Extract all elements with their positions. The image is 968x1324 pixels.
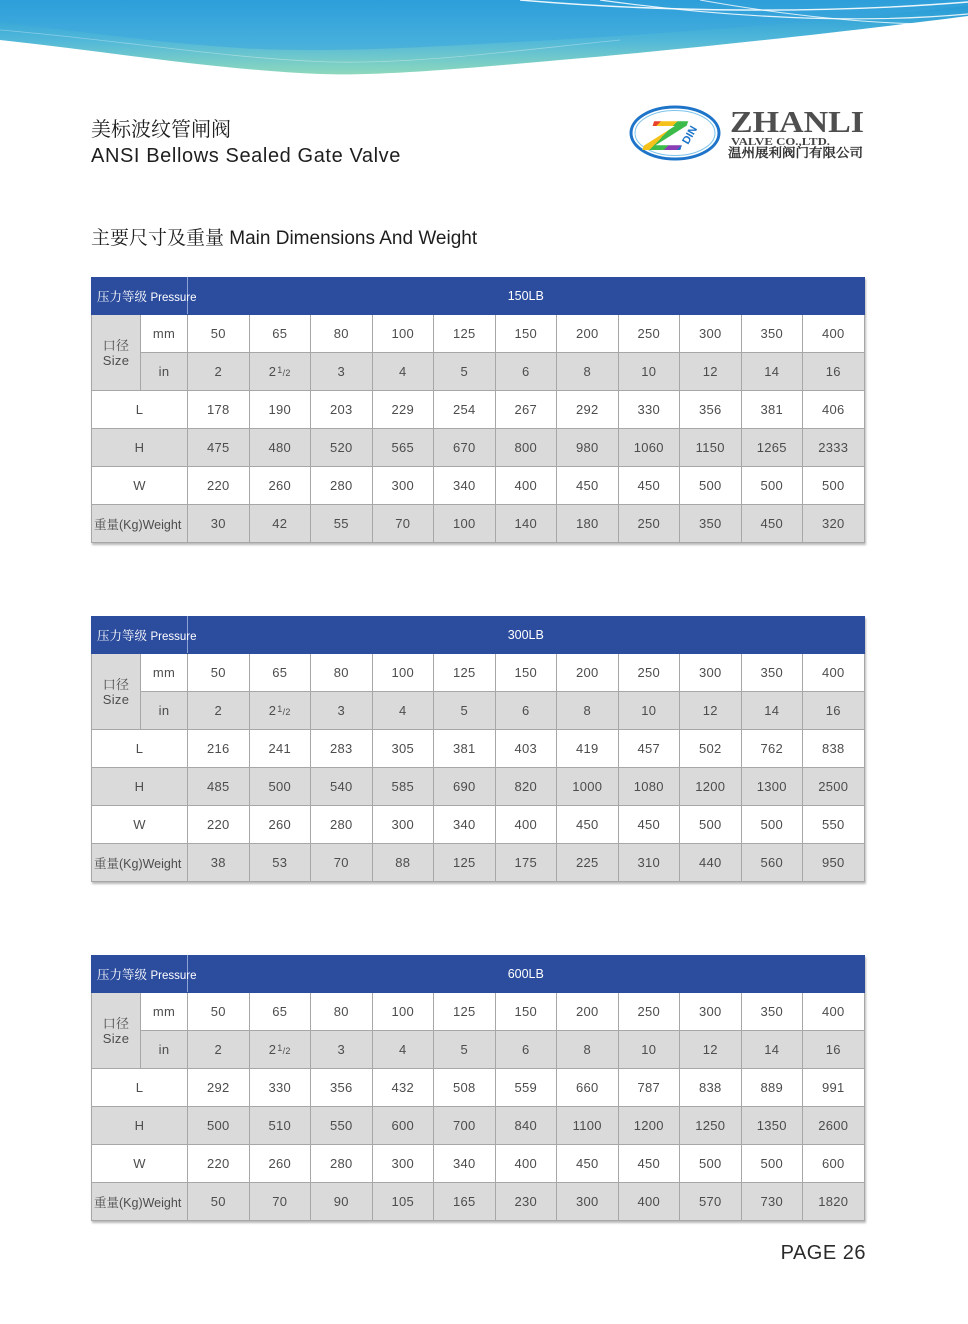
length-value: 267 [495, 391, 557, 429]
height-value: 700 [434, 1107, 496, 1145]
size-mm-value: 400 [803, 993, 865, 1031]
weight-value: 42 [249, 505, 311, 543]
height-value: 1200 [680, 768, 742, 806]
height-value: 980 [557, 429, 619, 467]
width-value: 300 [372, 467, 434, 505]
size-mm-value: 200 [557, 315, 619, 353]
weight-row [92, 844, 865, 882]
weight-value: 560 [741, 844, 803, 882]
weight-value: 570 [680, 1183, 742, 1221]
size-in-value: 4 [372, 353, 434, 391]
width-value: 220 [188, 467, 250, 505]
length-row [92, 391, 865, 429]
size-in-value: 4 [372, 1031, 434, 1069]
height-value: 1060 [618, 429, 680, 467]
size-in-fraction-denominator: /2 [282, 707, 291, 717]
size-in-whole: 2 [268, 703, 277, 718]
unit-in-label: in [141, 1031, 188, 1069]
width-value: 400 [495, 467, 557, 505]
length-value: 559 [495, 1069, 557, 1107]
size-mm-value: 350 [741, 654, 803, 692]
weight-value: 105 [372, 1183, 434, 1221]
weight-value: 30 [188, 505, 250, 543]
height-row [92, 429, 865, 467]
weight-value: 730 [741, 1183, 803, 1221]
pressure-label-cn: 压力等级 [97, 290, 148, 304]
height-value: 820 [495, 768, 557, 806]
size-label-cn: 口径 [102, 337, 130, 353]
pressure-label-en: Pressure [150, 631, 197, 643]
width-value: 300 [372, 1145, 434, 1183]
weight-value: 88 [372, 844, 434, 882]
pressure-label-cell [92, 956, 197, 993]
size-in-value: 14 [741, 1031, 803, 1069]
width-value: 260 [249, 467, 311, 505]
length-value: 838 [680, 1069, 742, 1107]
weight-value: 125 [434, 844, 496, 882]
weight-value: 230 [495, 1183, 557, 1221]
size-mm-value: 350 [741, 315, 803, 353]
width-value: 500 [741, 467, 803, 505]
size-in-value: 12 [680, 692, 742, 730]
page-number: PAGE 26 [780, 1242, 866, 1264]
width-value: 340 [434, 806, 496, 844]
size-mm-value: 125 [434, 654, 496, 692]
product-title-en: ANSI Bellows Sealed Gate Valve [91, 145, 402, 167]
size-in-value [249, 692, 311, 730]
height-value: 1080 [618, 768, 680, 806]
weight-value: 225 [557, 844, 619, 882]
length-value: 241 [249, 730, 311, 768]
width-value: 450 [618, 467, 680, 505]
height-value: 480 [249, 429, 311, 467]
dimension-table-300lb [91, 616, 865, 882]
size-label-cn: 口径 [102, 676, 130, 692]
weight-value: 100 [434, 505, 496, 543]
height-value: 520 [311, 429, 373, 467]
size-in-fraction-numerator: 1 [277, 1043, 283, 1053]
unit-in-label: in [141, 692, 188, 730]
height-label: H [92, 768, 188, 806]
pressure-header-row [92, 617, 865, 654]
size-in-value: 5 [434, 353, 496, 391]
length-value: 991 [803, 1069, 865, 1107]
company-subtitle: VALVE CO.,LTD. [731, 136, 831, 148]
weight-label: 重量(Kg)Weight [92, 844, 188, 882]
weight-value: 90 [311, 1183, 373, 1221]
size-mm-value: 300 [680, 993, 742, 1031]
size-in-value: 10 [618, 1031, 680, 1069]
pressure-label-en: Pressure [150, 292, 197, 304]
size-mm-value: 250 [618, 654, 680, 692]
height-row [92, 768, 865, 806]
size-in-value: 8 [557, 1031, 619, 1069]
length-value: 356 [311, 1069, 373, 1107]
width-row [92, 467, 865, 505]
size-in-row [92, 353, 865, 391]
length-value: 292 [188, 1069, 250, 1107]
size-in-value: 3 [311, 1031, 373, 1069]
weight-value: 250 [618, 505, 680, 543]
pressure-class: 600LB [188, 956, 865, 993]
width-row [92, 1145, 865, 1183]
height-value: 1265 [741, 429, 803, 467]
weight-value: 1820 [803, 1183, 865, 1221]
width-value: 500 [680, 806, 742, 844]
section-title: 主要尺寸及重量 Main Dimensions And Weight [91, 228, 478, 249]
width-value: 260 [249, 806, 311, 844]
weight-value: 440 [680, 844, 742, 882]
width-value: 500 [680, 467, 742, 505]
length-value: 660 [557, 1069, 619, 1107]
length-value: 356 [680, 391, 742, 429]
width-value: 500 [803, 467, 865, 505]
pressure-header-row [92, 956, 865, 993]
company-name-cn: 温州展利阀门有限公司 [728, 145, 863, 160]
size-mm-value: 250 [618, 315, 680, 353]
weight-value: 38 [188, 844, 250, 882]
length-value: 381 [434, 730, 496, 768]
width-value: 220 [188, 806, 250, 844]
unit-mm-label: mm [141, 993, 188, 1031]
size-mm-row [92, 993, 865, 1031]
size-mm-value: 80 [311, 993, 373, 1031]
width-value: 600 [803, 1145, 865, 1183]
size-in-fraction-denominator: /2 [282, 1046, 291, 1056]
size-mm-value: 65 [249, 315, 311, 353]
width-value: 550 [803, 806, 865, 844]
size-mm-value: 50 [188, 654, 250, 692]
height-value: 2600 [803, 1107, 865, 1145]
width-value: 280 [311, 1145, 373, 1183]
size-label-cn: 口径 [102, 1015, 130, 1031]
length-value: 406 [803, 391, 865, 429]
size-in-row [92, 692, 865, 730]
height-value: 2333 [803, 429, 865, 467]
pressure-label-cn: 压力等级 [97, 968, 148, 982]
size-label-cell [92, 993, 141, 1069]
size-mm-value: 400 [803, 315, 865, 353]
width-label: W [92, 1145, 188, 1183]
height-value: 1000 [557, 768, 619, 806]
height-value: 1200 [618, 1107, 680, 1145]
width-value: 450 [618, 806, 680, 844]
size-in-value: 14 [741, 353, 803, 391]
company-name: ZHANLI [730, 104, 864, 139]
size-mm-value: 400 [803, 654, 865, 692]
weight-value: 450 [741, 505, 803, 543]
company-logo-icon [628, 103, 724, 163]
size-in-value: 2 [188, 353, 250, 391]
width-value: 450 [618, 1145, 680, 1183]
width-label: W [92, 806, 188, 844]
pressure-class: 150LB [188, 278, 865, 315]
height-value: 510 [249, 1107, 311, 1145]
size-mm-value: 80 [311, 654, 373, 692]
width-value: 450 [557, 1145, 619, 1183]
size-in-fraction-denominator: /2 [282, 368, 291, 378]
length-value: 216 [188, 730, 250, 768]
size-mm-value: 125 [434, 315, 496, 353]
length-value: 762 [741, 730, 803, 768]
weight-value: 140 [495, 505, 557, 543]
size-in-value: 16 [803, 692, 865, 730]
unit-mm-label: mm [141, 315, 188, 353]
weight-row [92, 1183, 865, 1221]
height-value: 540 [311, 768, 373, 806]
height-value: 670 [434, 429, 496, 467]
width-value: 300 [372, 806, 434, 844]
width-value: 450 [557, 806, 619, 844]
length-row [92, 1069, 865, 1107]
size-mm-value: 150 [495, 654, 557, 692]
length-value: 838 [803, 730, 865, 768]
size-mm-value: 300 [680, 315, 742, 353]
size-in-value: 6 [495, 353, 557, 391]
size-in-row [92, 1031, 865, 1069]
height-value: 485 [188, 768, 250, 806]
length-value: 457 [618, 730, 680, 768]
height-value: 2500 [803, 768, 865, 806]
weight-value: 320 [803, 505, 865, 543]
size-mm-value: 50 [188, 993, 250, 1031]
size-in-fraction-numerator: 1 [277, 365, 283, 375]
length-value: 330 [249, 1069, 311, 1107]
size-label-en: Size [102, 691, 130, 707]
company-wordmark [727, 104, 867, 162]
size-mm-value: 350 [741, 993, 803, 1031]
product-title-cn: 美标波纹管闸阀 [91, 117, 231, 141]
length-value: 403 [495, 730, 557, 768]
height-value: 500 [249, 768, 311, 806]
size-in-value: 5 [434, 692, 496, 730]
width-value: 220 [188, 1145, 250, 1183]
pressure-label-cell [92, 617, 197, 654]
height-value: 500 [188, 1107, 250, 1145]
pressure-label-en: Pressure [150, 970, 197, 982]
weight-value: 180 [557, 505, 619, 543]
weight-value: 350 [680, 505, 742, 543]
unit-in-label: in [141, 353, 188, 391]
weight-value: 175 [495, 844, 557, 882]
size-mm-value: 300 [680, 654, 742, 692]
length-value: 305 [372, 730, 434, 768]
length-value: 330 [618, 391, 680, 429]
length-label: L [92, 730, 188, 768]
height-value: 585 [372, 768, 434, 806]
size-in-value: 10 [618, 353, 680, 391]
size-in-value: 2 [188, 692, 250, 730]
height-value: 690 [434, 768, 496, 806]
size-label-cell [92, 315, 141, 391]
height-value: 550 [311, 1107, 373, 1145]
length-value: 381 [741, 391, 803, 429]
size-in-whole: 2 [268, 1042, 277, 1057]
unit-mm-label: mm [141, 654, 188, 692]
length-value: 292 [557, 391, 619, 429]
size-in-value [249, 353, 311, 391]
length-value: 419 [557, 730, 619, 768]
weight-value: 70 [311, 844, 373, 882]
size-in-whole: 2 [268, 364, 277, 379]
weight-value: 310 [618, 844, 680, 882]
size-mm-value: 200 [557, 993, 619, 1031]
size-in-value: 8 [557, 692, 619, 730]
height-value: 1350 [741, 1107, 803, 1145]
weight-value: 55 [311, 505, 373, 543]
weight-row [92, 505, 865, 543]
size-in-value [249, 1031, 311, 1069]
size-mm-value: 150 [495, 315, 557, 353]
width-value: 340 [434, 1145, 496, 1183]
size-mm-value: 80 [311, 315, 373, 353]
size-in-fraction-numerator: 1 [277, 704, 283, 714]
weight-value: 70 [249, 1183, 311, 1221]
length-label: L [92, 391, 188, 429]
logo-z-letter: Z [642, 112, 689, 159]
size-mm-value: 65 [249, 654, 311, 692]
height-value: 565 [372, 429, 434, 467]
length-value: 502 [680, 730, 742, 768]
length-value: 889 [741, 1069, 803, 1107]
top-wave-banner [0, 0, 968, 90]
weight-value: 400 [618, 1183, 680, 1221]
size-in-value: 12 [680, 1031, 742, 1069]
width-value: 500 [680, 1145, 742, 1183]
weight-value: 53 [249, 844, 311, 882]
size-mm-value: 65 [249, 993, 311, 1031]
length-value: 254 [434, 391, 496, 429]
length-value: 203 [311, 391, 373, 429]
width-value: 500 [741, 1145, 803, 1183]
weight-value: 70 [372, 505, 434, 543]
width-value: 400 [495, 1145, 557, 1183]
logo-din-text: DIN [680, 124, 701, 147]
size-in-value: 2 [188, 1031, 250, 1069]
height-value: 1100 [557, 1107, 619, 1145]
height-value: 800 [495, 429, 557, 467]
height-label: H [92, 429, 188, 467]
size-in-value: 6 [495, 1031, 557, 1069]
height-value: 1300 [741, 768, 803, 806]
length-value: 787 [618, 1069, 680, 1107]
size-in-value: 8 [557, 353, 619, 391]
height-value: 475 [188, 429, 250, 467]
weight-label: 重量(Kg)Weight [92, 1183, 188, 1221]
size-in-value: 16 [803, 353, 865, 391]
width-value: 340 [434, 467, 496, 505]
size-in-value: 3 [311, 692, 373, 730]
dimension-table-150lb [91, 277, 865, 543]
size-mm-row [92, 315, 865, 353]
length-value: 190 [249, 391, 311, 429]
width-value: 280 [311, 806, 373, 844]
size-in-value: 16 [803, 1031, 865, 1069]
size-in-value: 14 [741, 692, 803, 730]
size-mm-value: 250 [618, 993, 680, 1031]
width-value: 280 [311, 467, 373, 505]
size-mm-value: 50 [188, 315, 250, 353]
weight-label: 重量(Kg)Weight [92, 505, 188, 543]
weight-value: 50 [188, 1183, 250, 1221]
size-in-value: 10 [618, 692, 680, 730]
height-value: 840 [495, 1107, 557, 1145]
size-label-en: Size [102, 1030, 130, 1046]
width-value: 400 [495, 806, 557, 844]
width-row [92, 806, 865, 844]
length-value: 178 [188, 391, 250, 429]
size-mm-row [92, 654, 865, 692]
height-value: 1150 [680, 429, 742, 467]
width-label: W [92, 467, 188, 505]
length-value: 229 [372, 391, 434, 429]
height-value: 600 [372, 1107, 434, 1145]
width-value: 260 [249, 1145, 311, 1183]
length-value: 432 [372, 1069, 434, 1107]
size-label-cell [92, 654, 141, 730]
length-value: 283 [311, 730, 373, 768]
dimension-table-600lb [91, 955, 865, 1221]
size-in-value: 12 [680, 353, 742, 391]
size-in-value: 4 [372, 692, 434, 730]
size-mm-value: 125 [434, 993, 496, 1031]
length-value: 508 [434, 1069, 496, 1107]
weight-value: 300 [557, 1183, 619, 1221]
length-row [92, 730, 865, 768]
size-mm-value: 100 [372, 654, 434, 692]
size-label-en: Size [102, 352, 130, 368]
size-mm-value: 200 [557, 654, 619, 692]
size-mm-value: 100 [372, 315, 434, 353]
size-mm-value: 100 [372, 993, 434, 1031]
size-in-value: 6 [495, 692, 557, 730]
pressure-class: 300LB [188, 617, 865, 654]
pressure-label-cn: 压力等级 [97, 629, 148, 643]
height-value: 1250 [680, 1107, 742, 1145]
pressure-header-row [92, 278, 865, 315]
weight-value: 165 [434, 1183, 496, 1221]
size-in-value: 5 [434, 1031, 496, 1069]
length-label: L [92, 1069, 188, 1107]
size-in-value: 3 [311, 353, 373, 391]
weight-value: 950 [803, 844, 865, 882]
height-label: H [92, 1107, 188, 1145]
size-mm-value: 150 [495, 993, 557, 1031]
width-value: 450 [557, 467, 619, 505]
pressure-label-cell [92, 278, 197, 315]
width-value: 500 [741, 806, 803, 844]
height-row [92, 1107, 865, 1145]
